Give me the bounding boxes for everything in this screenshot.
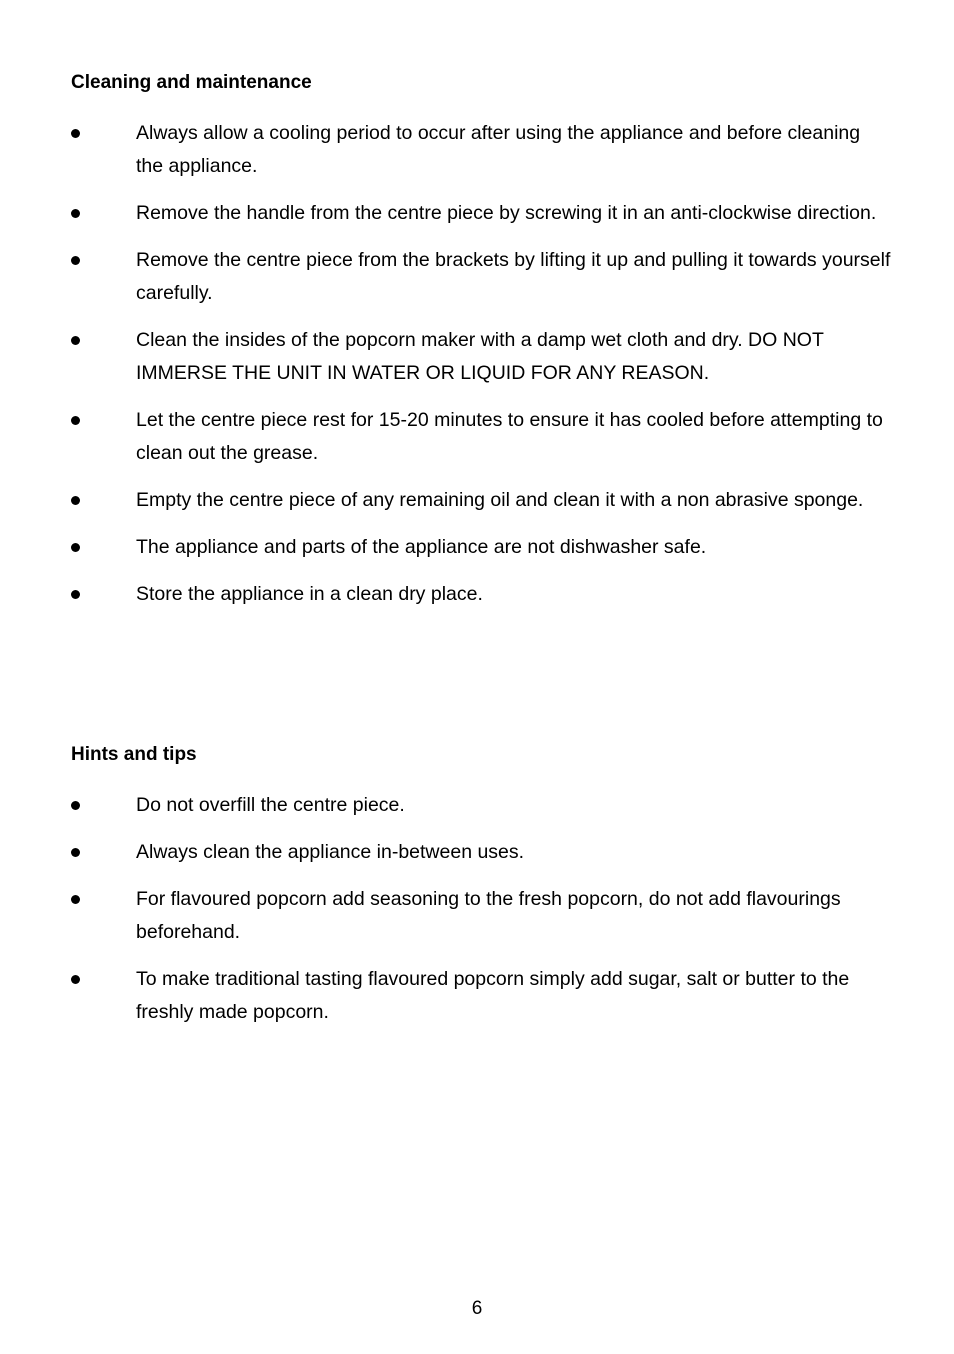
bullet-icon (71, 496, 80, 505)
bullet-icon (71, 129, 80, 138)
list-item (71, 197, 891, 230)
bullet-icon (71, 543, 80, 552)
cleaning-heading: Cleaning and maintenance (71, 72, 312, 93)
list-item-text: The appliance and parts of the appliance are not dishwasher safe. (136, 536, 707, 558)
hints-section (71, 742, 891, 1043)
list-item (71, 117, 891, 183)
bullet-icon (71, 590, 80, 599)
list-item-text: Clean the insides of the popcorn maker with a damp wet cloth and dry. DO NOT IMMERSE THE UNIT IN WATER OR LIQUID FOR ANY REASON. (136, 329, 824, 384)
list-item (71, 578, 891, 611)
bullet-icon (71, 256, 80, 265)
list-item-text: Remove the centre piece from the brackets by lifting it up and pulling it towards yourself carefully. (136, 249, 891, 304)
list-item-text: Always allow a cooling period to occur after using the appliance and before cleaning the appliance. (136, 122, 861, 177)
bullet-icon (71, 895, 80, 904)
list-item-text: For flavoured popcorn add seasoning to the fresh popcorn, do not add flavourings beforehand. (136, 888, 841, 943)
bullet-icon (71, 416, 80, 425)
list-item (71, 531, 891, 564)
list-item (71, 484, 891, 517)
bullet-icon (71, 801, 80, 810)
list-item-text: Empty the centre piece of any remaining oil and clean it with a non abrasive sponge. (136, 489, 864, 511)
list-item (71, 789, 891, 822)
bullet-icon (71, 848, 80, 857)
list-item (71, 836, 891, 869)
page-number: 6 (471, 1298, 483, 1319)
list-item-text: To make traditional tasting flavoured popcorn simply add sugar, salt or butter to the freshly made popcorn. (136, 968, 850, 1023)
list-item-text: Do not overfill the centre piece. (136, 794, 405, 816)
bullet-icon (71, 975, 80, 984)
list-item-text: Remove the handle from the centre piece by screwing it in an anti-clockwise direction. (136, 202, 877, 224)
list-item-text: Store the appliance in a clean dry place. (136, 583, 483, 605)
list-item (71, 244, 891, 310)
list-item (71, 324, 891, 390)
cleaning-list (71, 117, 891, 611)
hints-list (71, 789, 891, 1029)
bullet-icon (71, 336, 80, 345)
list-item (71, 404, 891, 470)
list-item (71, 963, 891, 1029)
list-item-text: Let the centre piece rest for 15-20 minutes to ensure it has cooled before attempting to clean out the grease. (136, 409, 883, 464)
cleaning-section (71, 70, 891, 625)
hints-heading: Hints and tips (71, 744, 197, 765)
bullet-icon (71, 209, 80, 218)
list-item (71, 883, 891, 949)
list-item-text: Always clean the appliance in-between uses. (136, 841, 525, 863)
